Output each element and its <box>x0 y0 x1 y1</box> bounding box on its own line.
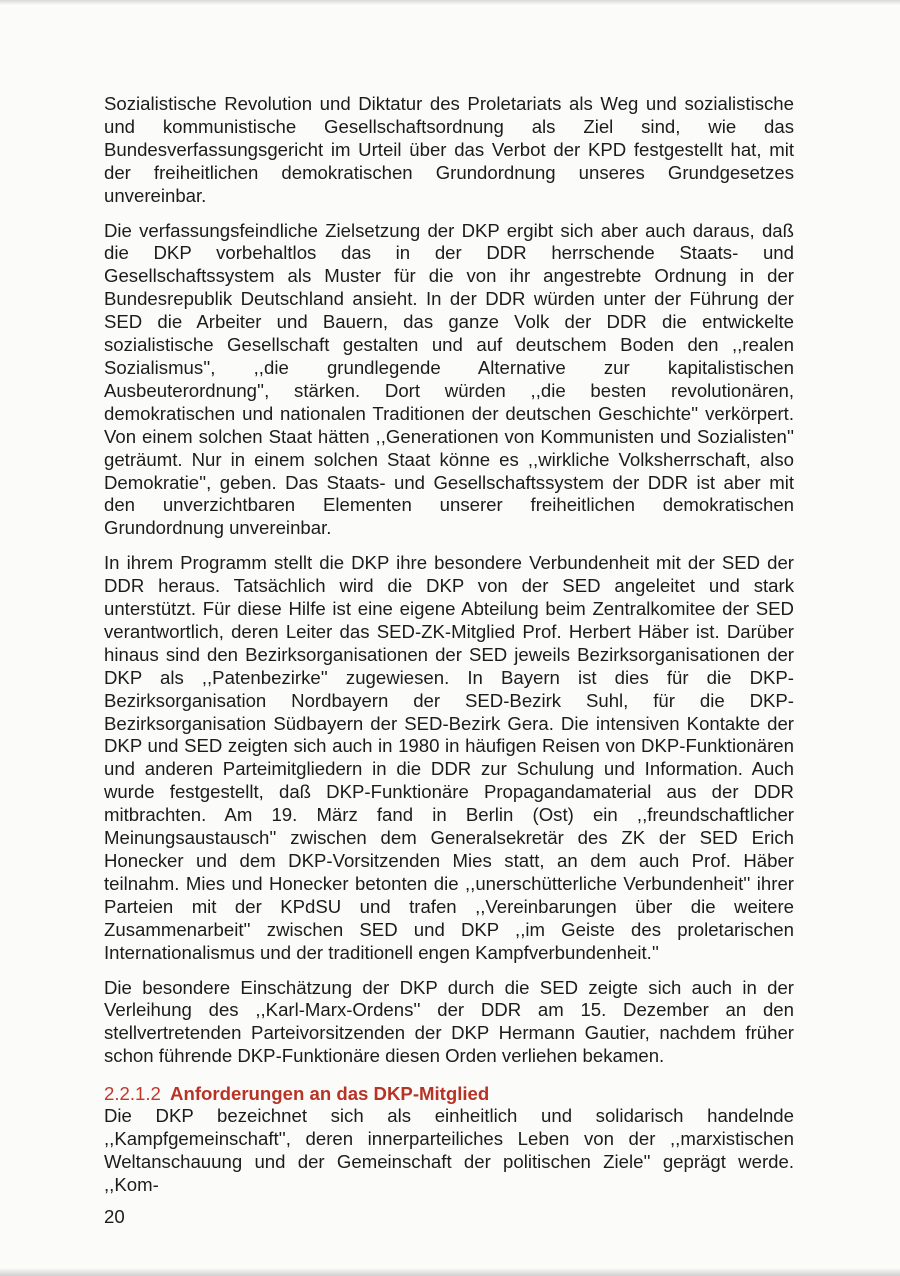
section-title: Anforderungen an das DKP-Mitglied <box>170 1083 490 1104</box>
section-number: 2.2.1.2 <box>104 1083 161 1104</box>
body-text <box>104 93 794 1080</box>
section-heading <box>104 1082 794 1105</box>
paragraph-verbundenheit-sed: In ihrem Programm stellt die DKP ihre besondere Verbundenheit mit der SED der DDR heraus. Tatsächlich wird die DKP von der SED angeleitet und stark unterstützt. Für diese Hilfe ist eine eigene Abteilung beim Zentralkomitee der SED verantwortlich, deren Leiter das SED-ZK-Mitglied Prof. Herbert Häber ist. Darüber hinaus sind den Bezirksorganisationen der SED jeweils Bezirksorganisationen der DKP als ,,Patenbezirke'' zugewiesen. In Bayern ist dies für die DKP-Bezirksorganisation Nordbayern der SED-Bezirk Suhl, für die DKP-Bezirksorganisation Südbayern der SED-Bezirk Gera. Die intensiven Kontakte der DKP und SED zeigten sich auch in 1980 in häufigen Reisen von DKP-Funktionären und anderen Parteimitgliedern in die DDR zur Schulung und Information. Auch wurde festgestellt, daß DKP-Funktionäre Propagandamaterial aus der DDR mitbrachten. Am 19. März fand in Berlin (Ost) ein ,,freundschaftlicher Meinungsaustausch'' zwischen dem Generalsekretär des ZK der SED Erich Honecker und dem DKP-Vorsitzenden Mies statt, an dem auch Prof. Häber teilnahm. Mies und Honecker betonten die ,,unerschütterliche Verbundenheit'' ihrer Parteien mit der KPdSU und trafen ,,Vereinbarungen über die weitere Zusammenarbeit'' zwischen SED und DKP ,,im Geiste des proletarischen Internationalismus und der traditionell engen Kampfverbundenheit.'' <box>104 552 794 963</box>
page-number: 20 <box>104 1206 125 1227</box>
paragraph-verfassungsfeindliche-zielsetzung: Die verfassungsfeindliche Zielsetzung der DKP ergibt sich aber auch daraus, daß die DKP vorbehaltlos das in der DDR herrschende Staats- und Gesellschaftssystem als Muster für die von ihr angestrebte Ordnung in der Bundesrepublik Deutschland ansieht. In der DDR würden unter der Führung der SED die Arbeiter und Bauern, das ganze Volk der DDR die entwickelte sozialistische Gesellschaft gestalten und auf deutschem Boden den ,,realen Sozialismus'', ,,die grundlegende Alternative zur kapitalistischen Ausbeuterordnung'', stärken. Dort würden ,,die besten revolutionären, demokratischen und nationalen Traditionen der deutschen Geschichte'' verkörpert. Von einem solchen Staat hätten ,,Generationen von Kommunisten und Sozialisten'' geträumt. Nur in einem solchen Staat könne es ,,wirkliche Volksherrschaft, also Demokratie'', geben. Das Staats- und Gesellschaftssystem der DDR ist aber mit den unverzichtbaren Elementen unserer freiheitlichen demokratischen Grundordnung unvereinbar. <box>104 219 794 539</box>
section-body-paragraph: Die DKP bezeichnet sich als einheitlich und solidarisch handelnde ,,Kampfgemeinschaft'', deren innerparteiliches Leben von der ,,marxistischen Weltanschauung und der Gemeinschaft der politischen Ziele'' geprägt werde. ,,Kom- <box>104 1105 794 1195</box>
paragraph-karl-marx-orden: Die besondere Einschätzung der DKP durch die SED zeigte sich auch in der Verleihung des ,,Karl-Marx-Ordens'' der DDR am 15. Dezember an den stellvertretenden Parteivorsitzenden der DKP Hermann Gautier, nachdem früher schon führende DKP-Funktionäre diesen Orden verliehen bekamen. <box>104 976 794 1067</box>
paragraph-verbot-kpd: Sozialistische Revolution und Diktatur des Proletariats als Weg und sozialistische und kommunistische Gesellschaftsordnung als Ziel sind, wie das Bundesverfassungsgericht im Urteil über das Verbot der KPD festgestellt hat, mit der freiheitlichen demokratischen Grundordnung unseres Grundgesetzes unvereinbar. <box>104 93 794 206</box>
page-top-edge <box>0 0 900 5</box>
page-bottom-edge <box>0 1268 900 1276</box>
